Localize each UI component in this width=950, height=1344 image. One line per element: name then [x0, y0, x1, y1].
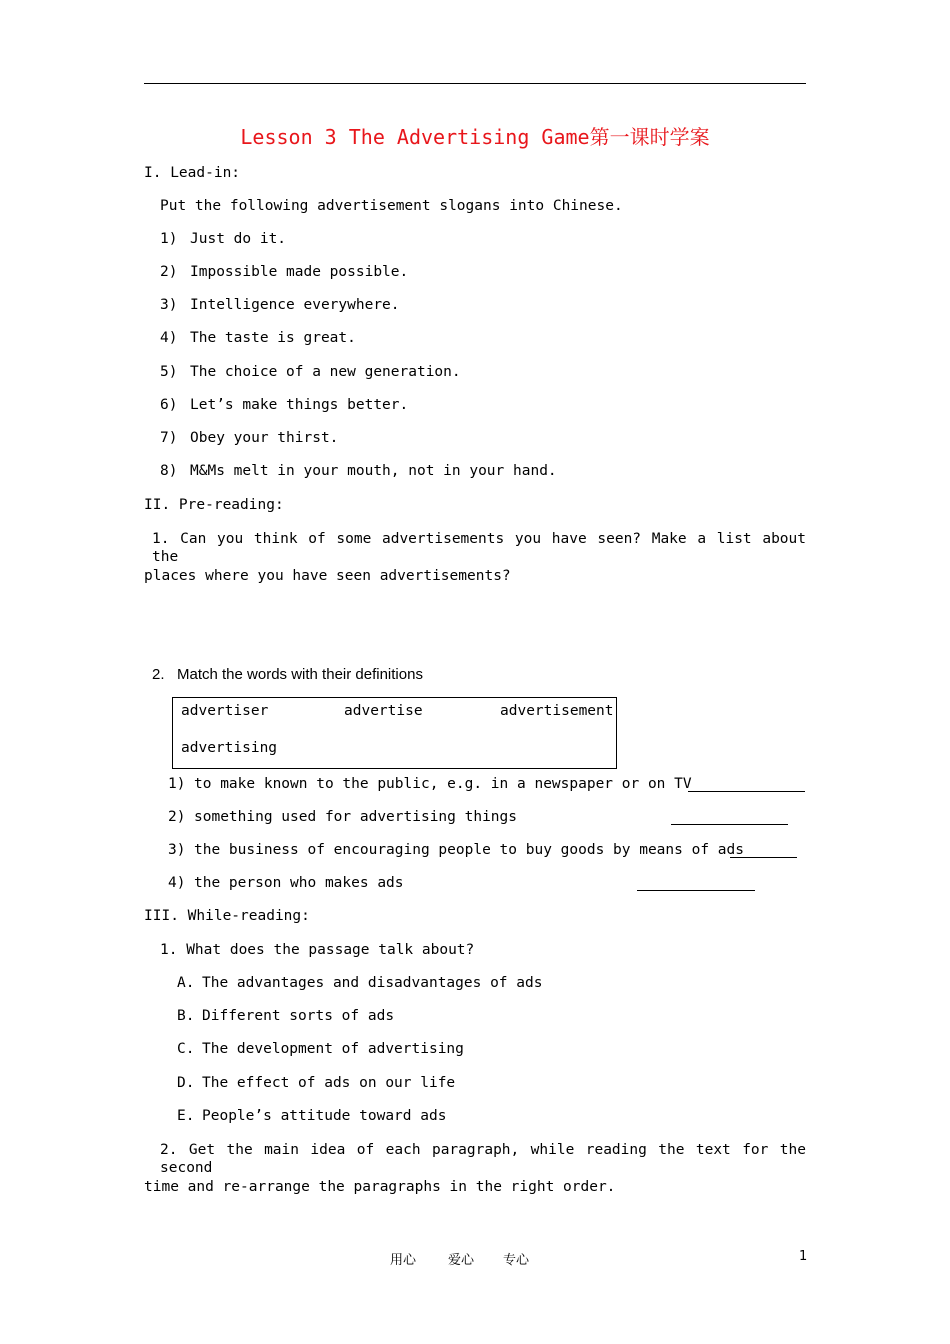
- definition-number: 3): [168, 842, 186, 858]
- slogan-number: 7): [160, 430, 178, 446]
- while-reading-question-2: 2. Get the main idea of each paragraph, while reading the text for the second: [160, 1142, 806, 1176]
- lead-in-instruction: Put the following advertisement slogans into Chinese.: [160, 198, 623, 214]
- lesson-title-en: Lesson 3 The Advertising Game: [240, 125, 590, 149]
- slogan-number: 6): [160, 397, 178, 413]
- word-bank-item: advertise: [344, 703, 423, 719]
- answer-blank[interactable]: [730, 857, 797, 858]
- pre-reading-question-2: Match the words with their definitions: [177, 666, 423, 683]
- definition-text: to make known to the public, e.g. in a newspaper or on TV: [194, 776, 692, 792]
- while-reading-heading: III. While-reading:: [144, 908, 310, 924]
- slogan-number: 1): [160, 231, 178, 247]
- slogan-number: 8): [160, 463, 178, 479]
- lesson-title: [0, 124, 950, 150]
- word-bank-item: advertisement: [500, 703, 614, 719]
- while-reading-question-1: 1. What does the passage talk about?: [160, 942, 475, 958]
- slogan-text: M&Ms melt in your mouth, not in your hand.: [190, 463, 557, 479]
- pre-reading-question-1-cont: places where you have seen advertisements?: [144, 568, 511, 584]
- definition-text: something used for advertising things: [194, 809, 518, 825]
- word-bank-item: advertiser: [181, 703, 269, 719]
- slogan-number: 2): [160, 264, 178, 280]
- definition-number: 2): [168, 809, 186, 825]
- option-letter: C.: [177, 1041, 195, 1057]
- answer-blank[interactable]: [688, 791, 805, 792]
- footer-motto-2: 爱心: [448, 1253, 475, 1268]
- lesson-title-cn: 第一课时学案: [589, 125, 710, 149]
- slogan-text: The choice of a new generation.: [190, 364, 461, 380]
- footer-motto-3: 专心: [503, 1253, 530, 1268]
- option-text: People’s attitude toward ads: [202, 1108, 447, 1124]
- footer-motto-1: 用心: [390, 1253, 417, 1268]
- while-reading-question-2-cont: time and re-arrange the paragraphs in the right order.: [144, 1179, 616, 1195]
- page-number: 1: [799, 1249, 808, 1264]
- slogan-text: Just do it.: [190, 231, 287, 247]
- slogan-number: 3): [160, 297, 178, 313]
- option-letter: B.: [177, 1008, 195, 1024]
- slogan-text: Obey your thirst.: [190, 430, 339, 446]
- option-letter: D.: [177, 1075, 195, 1091]
- slogan-number: 4): [160, 330, 178, 346]
- option-text: The effect of ads on our life: [202, 1075, 456, 1091]
- pre-reading-heading: II. Pre-reading:: [144, 497, 284, 513]
- option-text: The development of advertising: [202, 1041, 464, 1057]
- definition-text: the business of encouraging people to buy goods by means of ads: [194, 842, 744, 858]
- slogan-text: The taste is great.: [190, 330, 356, 346]
- slogan-number: 5): [160, 364, 178, 380]
- slogan-text: Let’s make things better.: [190, 397, 409, 413]
- word-bank-item: advertising: [181, 740, 278, 756]
- answer-blank[interactable]: [637, 890, 755, 891]
- pre-reading-question-1: 1. Can you think of some advertisements you have seen? Make a list about the: [152, 531, 806, 565]
- answer-blank[interactable]: [671, 824, 788, 825]
- definition-number: 4): [168, 875, 186, 891]
- definition-text: the person who makes ads: [194, 875, 404, 891]
- option-letter: A.: [177, 975, 195, 991]
- lead-in-heading: I. Lead-in:: [144, 165, 241, 181]
- pre-reading-question-2-number: 2.: [152, 666, 165, 683]
- option-text: The advantages and disadvantages of ads: [202, 975, 543, 991]
- header-rule: [144, 83, 806, 84]
- definition-number: 1): [168, 776, 186, 792]
- option-text: Different sorts of ads: [202, 1008, 395, 1024]
- slogan-text: Intelligence everywhere.: [190, 297, 400, 313]
- option-letter: E.: [177, 1108, 195, 1124]
- slogan-text: Impossible made possible.: [190, 264, 409, 280]
